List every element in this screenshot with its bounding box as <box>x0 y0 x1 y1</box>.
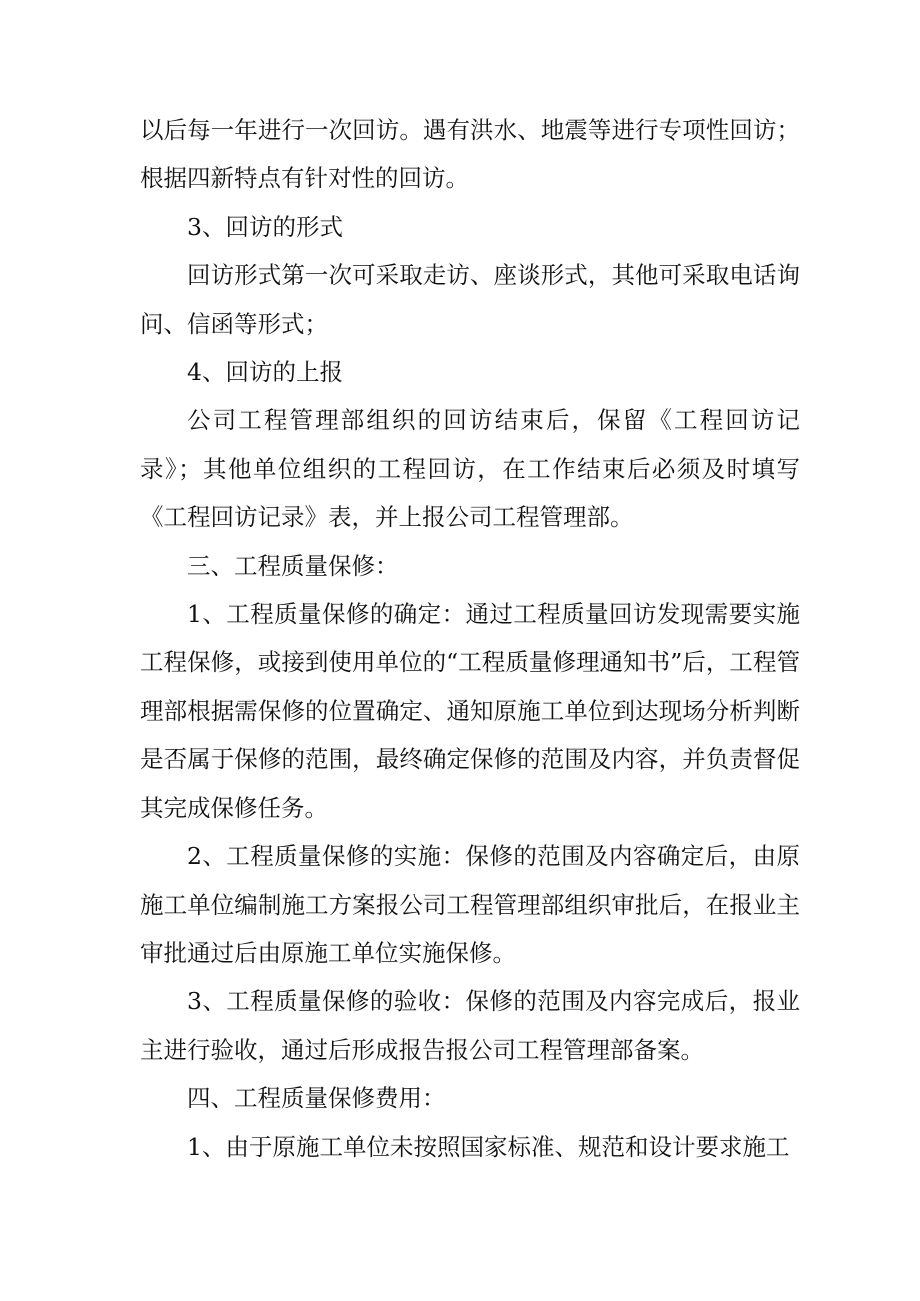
paragraph-warranty-determination: 1、工程质量保修的确定：通过工程质量回访发现需要实施工程保修，或接到使用单位的“工程质量修理通知书”后，工程管理部根据需保修的位置确定、通知原施工单位到达现场分析判断是否属于保修的范围，最终确定保修的范围及内容，并负责督促其完成保修任务。 <box>140 600 800 822</box>
paragraph-warranty-acceptance: 3、工程质量保修的验收：保修的范围及内容完成后，报业主进行验收，通过后形成报告报公司工程管理部备案。 <box>140 987 800 1064</box>
paragraph-visit-report: 公司工程管理部组织的回访结束后，保留《工程回访记录》；其他单位组织的工程回访，在工作结束后必须及时填写《工程回访记录》表，并上报公司工程管理部。 <box>140 406 800 532</box>
document-body <box>140 106 800 1171</box>
paragraph-visit-form: 回访形式第一次可采取走访、座谈形式，其他可采取电话询问、信函等形式； <box>140 261 800 338</box>
section-heading-warranty-cost: 四、工程质量保修费用： <box>187 1084 446 1113</box>
heading-visit-report: 4、回访的上报 <box>187 358 343 387</box>
paragraph-cost-item-1: 1、由于原施工单位未按照国家标准、规范和设计要求施工 <box>187 1132 790 1161</box>
paragraph-visit-frequency: 以后每一年进行一次回访。遇有洪水、地震等进行专项性回访；根据四新特点有针对性的回访。 <box>140 116 800 193</box>
section-heading-warranty: 三、工程质量保修： <box>187 551 399 580</box>
paragraph-warranty-implementation: 2、工程质量保修的实施：保修的范围及内容确定后，由原施工单位编制施工方案报公司工程管理部组织审批后，在报业主审批通过后由原施工单位实施保修。 <box>140 842 800 967</box>
heading-visit-form: 3、回访的形式 <box>187 212 343 241</box>
